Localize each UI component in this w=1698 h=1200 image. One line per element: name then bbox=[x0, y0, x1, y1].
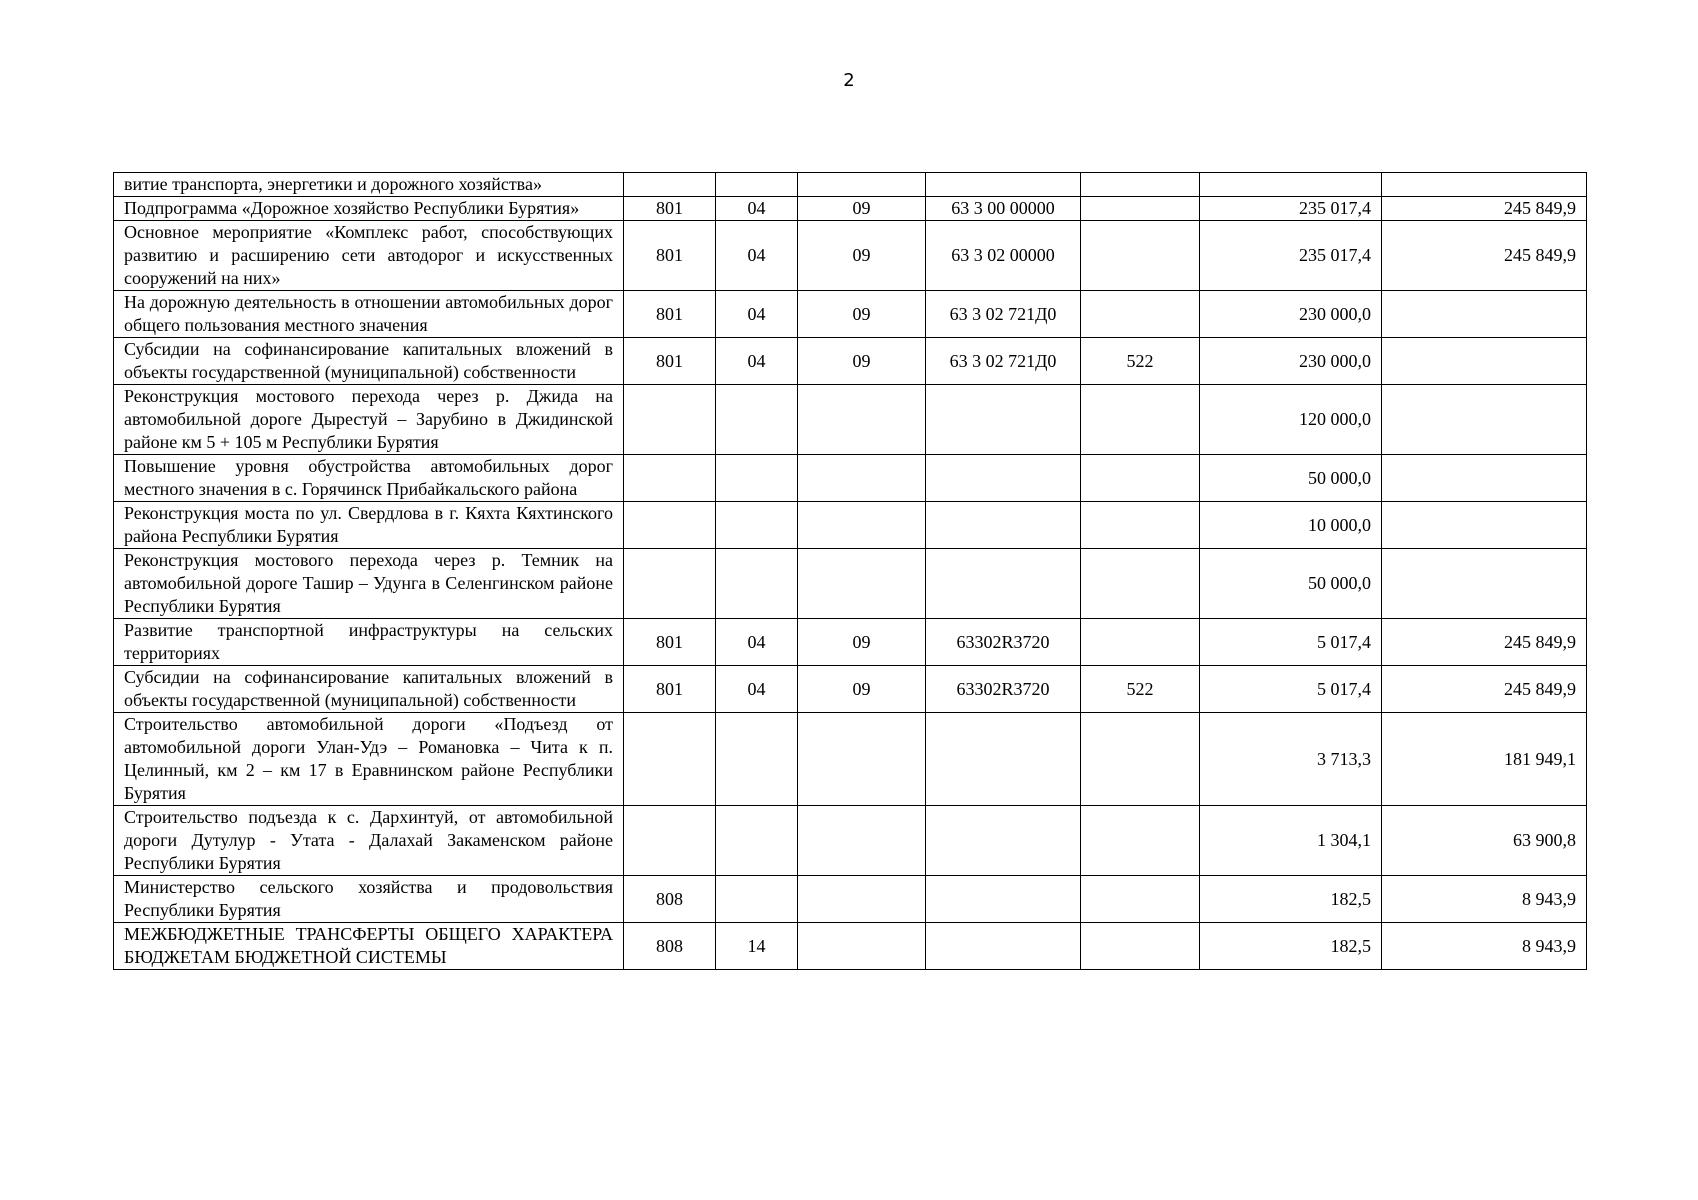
cell-pr bbox=[798, 806, 926, 876]
table-row bbox=[114, 197, 1587, 221]
cell-pr bbox=[798, 385, 926, 455]
cell-vr bbox=[1081, 502, 1200, 549]
cell-gr bbox=[624, 173, 716, 197]
cell-pr: 09 bbox=[798, 291, 926, 338]
table-row bbox=[114, 876, 1587, 923]
cell-csr bbox=[926, 549, 1081, 619]
cell-gr bbox=[624, 455, 716, 502]
row-name: Субсидии на софинансирование капитальных вложений в объекты государственной (муниципальной) собственности bbox=[114, 338, 624, 385]
cell-csr: 63302R3720 bbox=[926, 666, 1081, 713]
cell-sum-1 bbox=[1200, 173, 1382, 197]
cell-pr bbox=[798, 173, 926, 197]
cell-rz bbox=[716, 713, 798, 806]
cell-csr: 63 3 00 00000 bbox=[926, 197, 1081, 221]
cell-sum-1: 50 000,0 bbox=[1200, 455, 1382, 502]
budget-table-body bbox=[114, 173, 1587, 970]
cell-vr bbox=[1081, 876, 1200, 923]
cell-csr: 63 3 02 721Д0 bbox=[926, 291, 1081, 338]
cell-sum-2: 245 849,9 bbox=[1382, 197, 1587, 221]
cell-csr bbox=[926, 713, 1081, 806]
cell-pr bbox=[798, 455, 926, 502]
cell-gr bbox=[624, 385, 716, 455]
cell-vr bbox=[1081, 619, 1200, 666]
cell-csr bbox=[926, 502, 1081, 549]
cell-sum-1: 235 017,4 bbox=[1200, 221, 1382, 291]
cell-csr: 63 3 02 00000 bbox=[926, 221, 1081, 291]
cell-sum-2 bbox=[1382, 385, 1587, 455]
cell-gr: 808 bbox=[624, 923, 716, 970]
cell-sum-2: 8 943,9 bbox=[1382, 923, 1587, 970]
cell-gr: 801 bbox=[624, 197, 716, 221]
cell-vr bbox=[1081, 923, 1200, 970]
cell-gr: 801 bbox=[624, 338, 716, 385]
cell-sum-2: 8 943,9 bbox=[1382, 876, 1587, 923]
cell-vr bbox=[1081, 385, 1200, 455]
cell-sum-1: 10 000,0 bbox=[1200, 502, 1382, 549]
cell-sum-1: 182,5 bbox=[1200, 923, 1382, 970]
cell-csr: 63302R3720 bbox=[926, 619, 1081, 666]
cell-pr: 09 bbox=[798, 197, 926, 221]
cell-sum-2 bbox=[1382, 338, 1587, 385]
cell-pr: 09 bbox=[798, 221, 926, 291]
row-name: Строительство подъезда к с. Дархинтуй, от автомобильной дороги Дутулур - Утата - Далахай Закаменском районе Республики Бурятия bbox=[114, 806, 624, 876]
cell-sum-1: 235 017,4 bbox=[1200, 197, 1382, 221]
row-name: Субсидии на софинансирование капитальных вложений в объекты государственной (муниципальной) собственности bbox=[114, 666, 624, 713]
cell-gr: 808 bbox=[624, 876, 716, 923]
cell-csr bbox=[926, 173, 1081, 197]
table-row bbox=[114, 291, 1587, 338]
cell-rz: 14 bbox=[716, 923, 798, 970]
cell-rz bbox=[716, 385, 798, 455]
table-row bbox=[114, 385, 1587, 455]
cell-sum-2: 181 949,1 bbox=[1382, 713, 1587, 806]
cell-pr bbox=[798, 549, 926, 619]
cell-gr: 801 bbox=[624, 291, 716, 338]
cell-gr bbox=[624, 502, 716, 549]
row-name: витие транспорта, энергетики и дорожного хозяйства» bbox=[114, 173, 624, 197]
cell-rz: 04 bbox=[716, 666, 798, 713]
table-row bbox=[114, 549, 1587, 619]
cell-rz bbox=[716, 549, 798, 619]
row-name: Основное мероприятие «Комплекс работ, способствующих развитию и расширению сети автодорог и искусственных сооружений на них» bbox=[114, 221, 624, 291]
cell-vr: 522 bbox=[1081, 338, 1200, 385]
table-row bbox=[114, 619, 1587, 666]
cell-gr bbox=[624, 806, 716, 876]
cell-rz bbox=[716, 502, 798, 549]
table-row bbox=[114, 338, 1587, 385]
row-name: Реконструкция мостового перехода через р. Джида на автомобильной дороге Дырестуй – Зарубино в Джидинской районе км 5 + 105 м Республики Бурятия bbox=[114, 385, 624, 455]
cell-sum-1: 50 000,0 bbox=[1200, 549, 1382, 619]
row-name: Повышение уровня обустройства автомобильных дорог местного значения в с. Горячинск Прибайкальского района bbox=[114, 455, 624, 502]
cell-csr: 63 3 02 721Д0 bbox=[926, 338, 1081, 385]
cell-csr bbox=[926, 385, 1081, 455]
row-name: МЕЖБЮДЖЕТНЫЕ ТРАНСФЕРТЫ ОБЩЕГО ХАРАКТЕРА БЮДЖЕТАМ БЮДЖЕТНОЙ СИСТЕМЫ bbox=[114, 923, 624, 970]
cell-sum-2 bbox=[1382, 502, 1587, 549]
row-name: Реконструкция моста по ул. Свердлова в г. Кяхта Кяхтинского района Республики Бурятия bbox=[114, 502, 624, 549]
cell-rz: 04 bbox=[716, 291, 798, 338]
table-row bbox=[114, 173, 1587, 197]
cell-csr bbox=[926, 806, 1081, 876]
cell-sum-1: 120 000,0 bbox=[1200, 385, 1382, 455]
cell-sum-1: 5 017,4 bbox=[1200, 619, 1382, 666]
cell-pr: 09 bbox=[798, 619, 926, 666]
cell-rz: 04 bbox=[716, 338, 798, 385]
cell-sum-2 bbox=[1382, 549, 1587, 619]
row-name: Развитие транспортной инфраструктуры на сельских территориях bbox=[114, 619, 624, 666]
row-name: Реконструкция мостового перехода через р. Темник на автомобильной дороге Ташир – Удунга в Селенгинском районе Республики Бурятия bbox=[114, 549, 624, 619]
cell-sum-2 bbox=[1382, 455, 1587, 502]
cell-sum-1: 5 017,4 bbox=[1200, 666, 1382, 713]
table-row bbox=[114, 455, 1587, 502]
cell-sum-2 bbox=[1382, 173, 1587, 197]
table-row bbox=[114, 806, 1587, 876]
cell-vr bbox=[1081, 806, 1200, 876]
row-name: На дорожную деятельность в отношении автомобильных дорог общего пользования местного значения bbox=[114, 291, 624, 338]
cell-vr bbox=[1081, 713, 1200, 806]
cell-csr bbox=[926, 923, 1081, 970]
cell-sum-1: 1 304,1 bbox=[1200, 806, 1382, 876]
cell-csr bbox=[926, 876, 1081, 923]
cell-sum-2: 245 849,9 bbox=[1382, 619, 1587, 666]
cell-sum-2: 63 900,8 bbox=[1382, 806, 1587, 876]
cell-vr bbox=[1081, 221, 1200, 291]
cell-gr bbox=[624, 549, 716, 619]
page-number: 2 bbox=[843, 70, 855, 91]
budget-table bbox=[113, 172, 1587, 970]
cell-vr bbox=[1081, 549, 1200, 619]
cell-sum-2 bbox=[1382, 291, 1587, 338]
row-name: Строительство автомобильной дороги «Подъезд от автомобильной дороги Улан-Удэ – Романовка – Чита к п. Целинный, км 2 – км 17 в Еравнинском районе Республики Бурятия bbox=[114, 713, 624, 806]
cell-csr bbox=[926, 455, 1081, 502]
cell-rz bbox=[716, 173, 798, 197]
cell-pr: 09 bbox=[798, 666, 926, 713]
cell-gr: 801 bbox=[624, 619, 716, 666]
cell-gr: 801 bbox=[624, 666, 716, 713]
table-row bbox=[114, 713, 1587, 806]
cell-sum-1: 182,5 bbox=[1200, 876, 1382, 923]
cell-rz bbox=[716, 455, 798, 502]
cell-pr: 09 bbox=[798, 338, 926, 385]
cell-sum-1: 3 713,3 bbox=[1200, 713, 1382, 806]
table-row bbox=[114, 666, 1587, 713]
table-row bbox=[114, 502, 1587, 549]
row-name: Министерство сельского хозяйства и продовольствия Республики Бурятия bbox=[114, 876, 624, 923]
cell-pr bbox=[798, 502, 926, 549]
cell-gr bbox=[624, 713, 716, 806]
cell-sum-1: 230 000,0 bbox=[1200, 338, 1382, 385]
table-row bbox=[114, 221, 1587, 291]
cell-rz: 04 bbox=[716, 221, 798, 291]
cell-vr: 522 bbox=[1081, 666, 1200, 713]
cell-rz: 04 bbox=[716, 619, 798, 666]
table-row bbox=[114, 923, 1587, 970]
cell-pr bbox=[798, 923, 926, 970]
cell-vr bbox=[1081, 173, 1200, 197]
row-name: Подпрограмма «Дорожное хозяйство Республики Бурятия» bbox=[114, 197, 624, 221]
cell-rz bbox=[716, 876, 798, 923]
cell-sum-2: 245 849,9 bbox=[1382, 666, 1587, 713]
cell-sum-1: 230 000,0 bbox=[1200, 291, 1382, 338]
cell-vr bbox=[1081, 455, 1200, 502]
cell-sum-2: 245 849,9 bbox=[1382, 221, 1587, 291]
cell-gr: 801 bbox=[624, 221, 716, 291]
cell-pr bbox=[798, 876, 926, 923]
cell-pr bbox=[798, 713, 926, 806]
cell-rz bbox=[716, 806, 798, 876]
cell-vr bbox=[1081, 197, 1200, 221]
cell-vr bbox=[1081, 291, 1200, 338]
cell-rz: 04 bbox=[716, 197, 798, 221]
